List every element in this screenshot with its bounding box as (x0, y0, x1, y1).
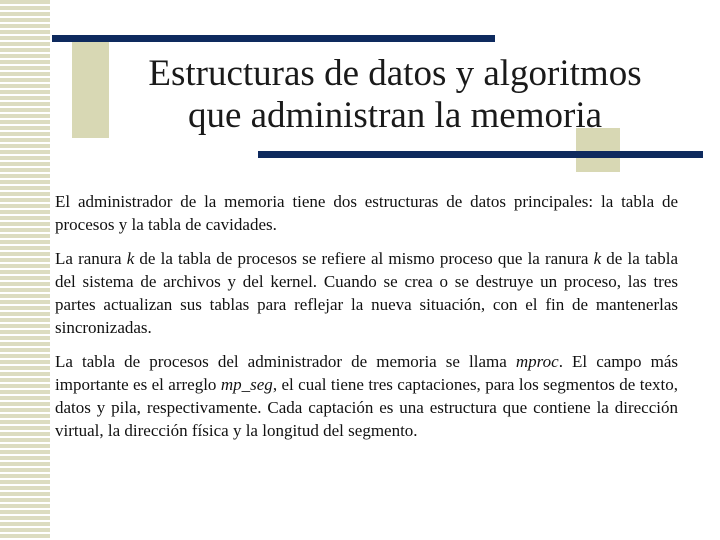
title-line-1: Estructuras de datos y algoritmos (148, 53, 642, 94)
paragraph-text: , el cual tiene tres captaciones, para los segmentos de texto, datos y pila, respectivamente. Cada captación es una estructura que contiene la dirección virtual, la dirección física y la longitud del segmento. (55, 375, 678, 440)
paragraph-text: La tabla de procesos del administrador de memoria se llama (55, 352, 516, 371)
italic-term: mp_seg (220, 375, 273, 394)
title-top-bar (52, 35, 495, 42)
title-line-2: que administran la memoria (187, 95, 603, 136)
paragraph-text: de la tabla del sistema de archivos y del kernel. Cuando se crea o se destruye un proceso, las tres partes actualizan sus tablas para reflejar la nueva situación, con el fin de mantenerlas sincronizadas. (55, 249, 678, 337)
paragraph (55, 247, 678, 339)
slide-body (55, 190, 678, 453)
paragraph (55, 350, 678, 442)
paragraph-text: El administrador de la memoria tiene dos estructuras de datos principales: la tabla de procesos y la tabla de cavidades. (55, 192, 678, 234)
paragraph-text: . El campo más importante es el arreglo (55, 352, 679, 394)
italic-term: mproc (515, 352, 559, 371)
paragraph-text: La ranura (55, 249, 127, 268)
title-accent-square (72, 38, 109, 138)
italic-term: k (126, 249, 135, 268)
paragraph (55, 190, 678, 236)
title-bottom-bar (258, 151, 703, 158)
italic-term: k (593, 249, 602, 268)
paragraph-text: de la tabla de procesos se refiere al mismo proceso que la ranura (134, 249, 594, 268)
left-decorative-band (0, 0, 50, 540)
slide-title (115, 53, 675, 137)
